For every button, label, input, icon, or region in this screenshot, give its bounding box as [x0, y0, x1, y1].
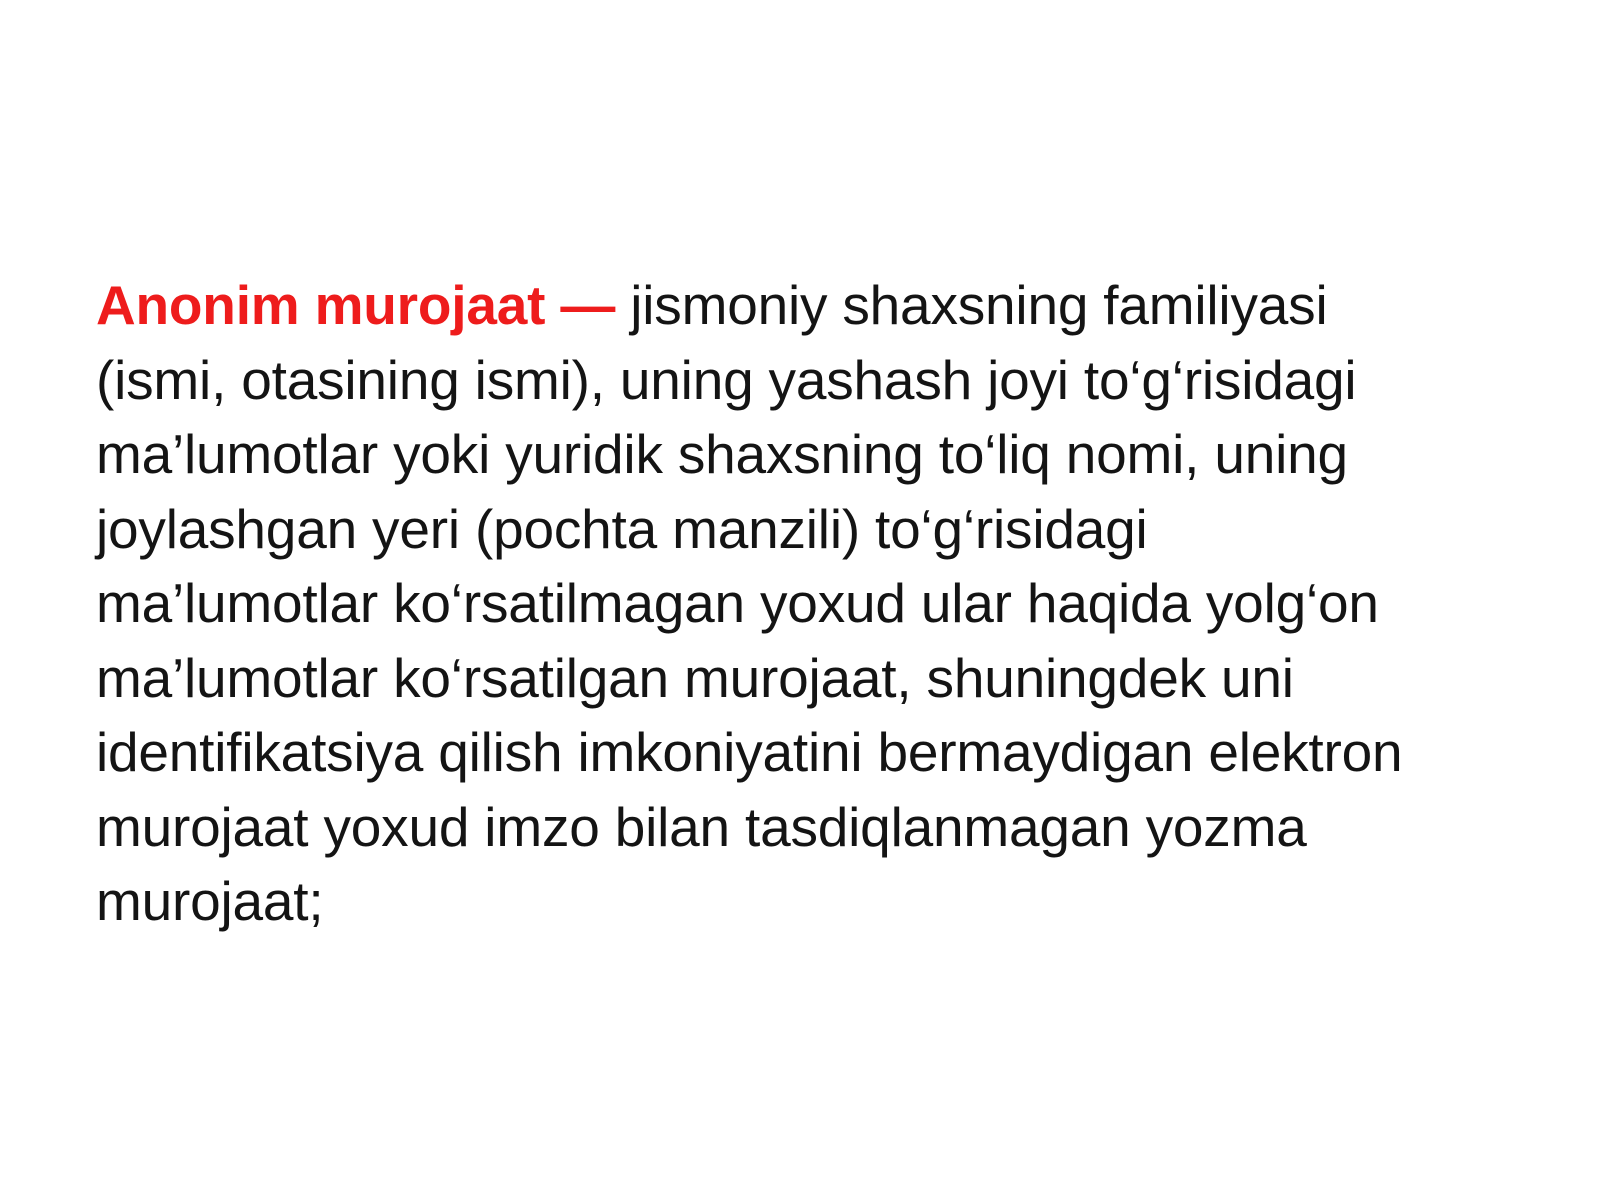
definition-text-line: murojaat; [96, 870, 324, 932]
definition-text-line: ma’lumotlar yoki yuridik shaxsning to‘liq nomi, uning [96, 423, 1348, 485]
definition-text-line: joylashgan yeri (pochta manzili) to‘g‘risidagi [96, 497, 1148, 560]
definition-paragraph [96, 268, 1516, 939]
definition-text-line: (ismi, otasining ismi), uning yashash joyi to‘g‘risidagi [96, 348, 1357, 411]
definition-text-line: murojaat yoxud imzo bilan tasdiqlanmagan yozma [96, 795, 1307, 858]
definition-term: Anonim murojaat — [96, 274, 616, 336]
definition-text-line: jismoniy shaxsning familiyasi [630, 274, 1328, 336]
definition-text-line: identifikatsiya qilish imkoniyatini bermaydigan elektron [96, 721, 1403, 783]
definition-text-line: ma’lumotlar ko‘rsatilgan murojaat, shuningdek uni [96, 646, 1294, 709]
definition-line-1 [96, 268, 1516, 343]
definition-text-line: ma’lumotlar ko‘rsatilmagan yoxud ular haqida yolg‘on [96, 572, 1379, 634]
